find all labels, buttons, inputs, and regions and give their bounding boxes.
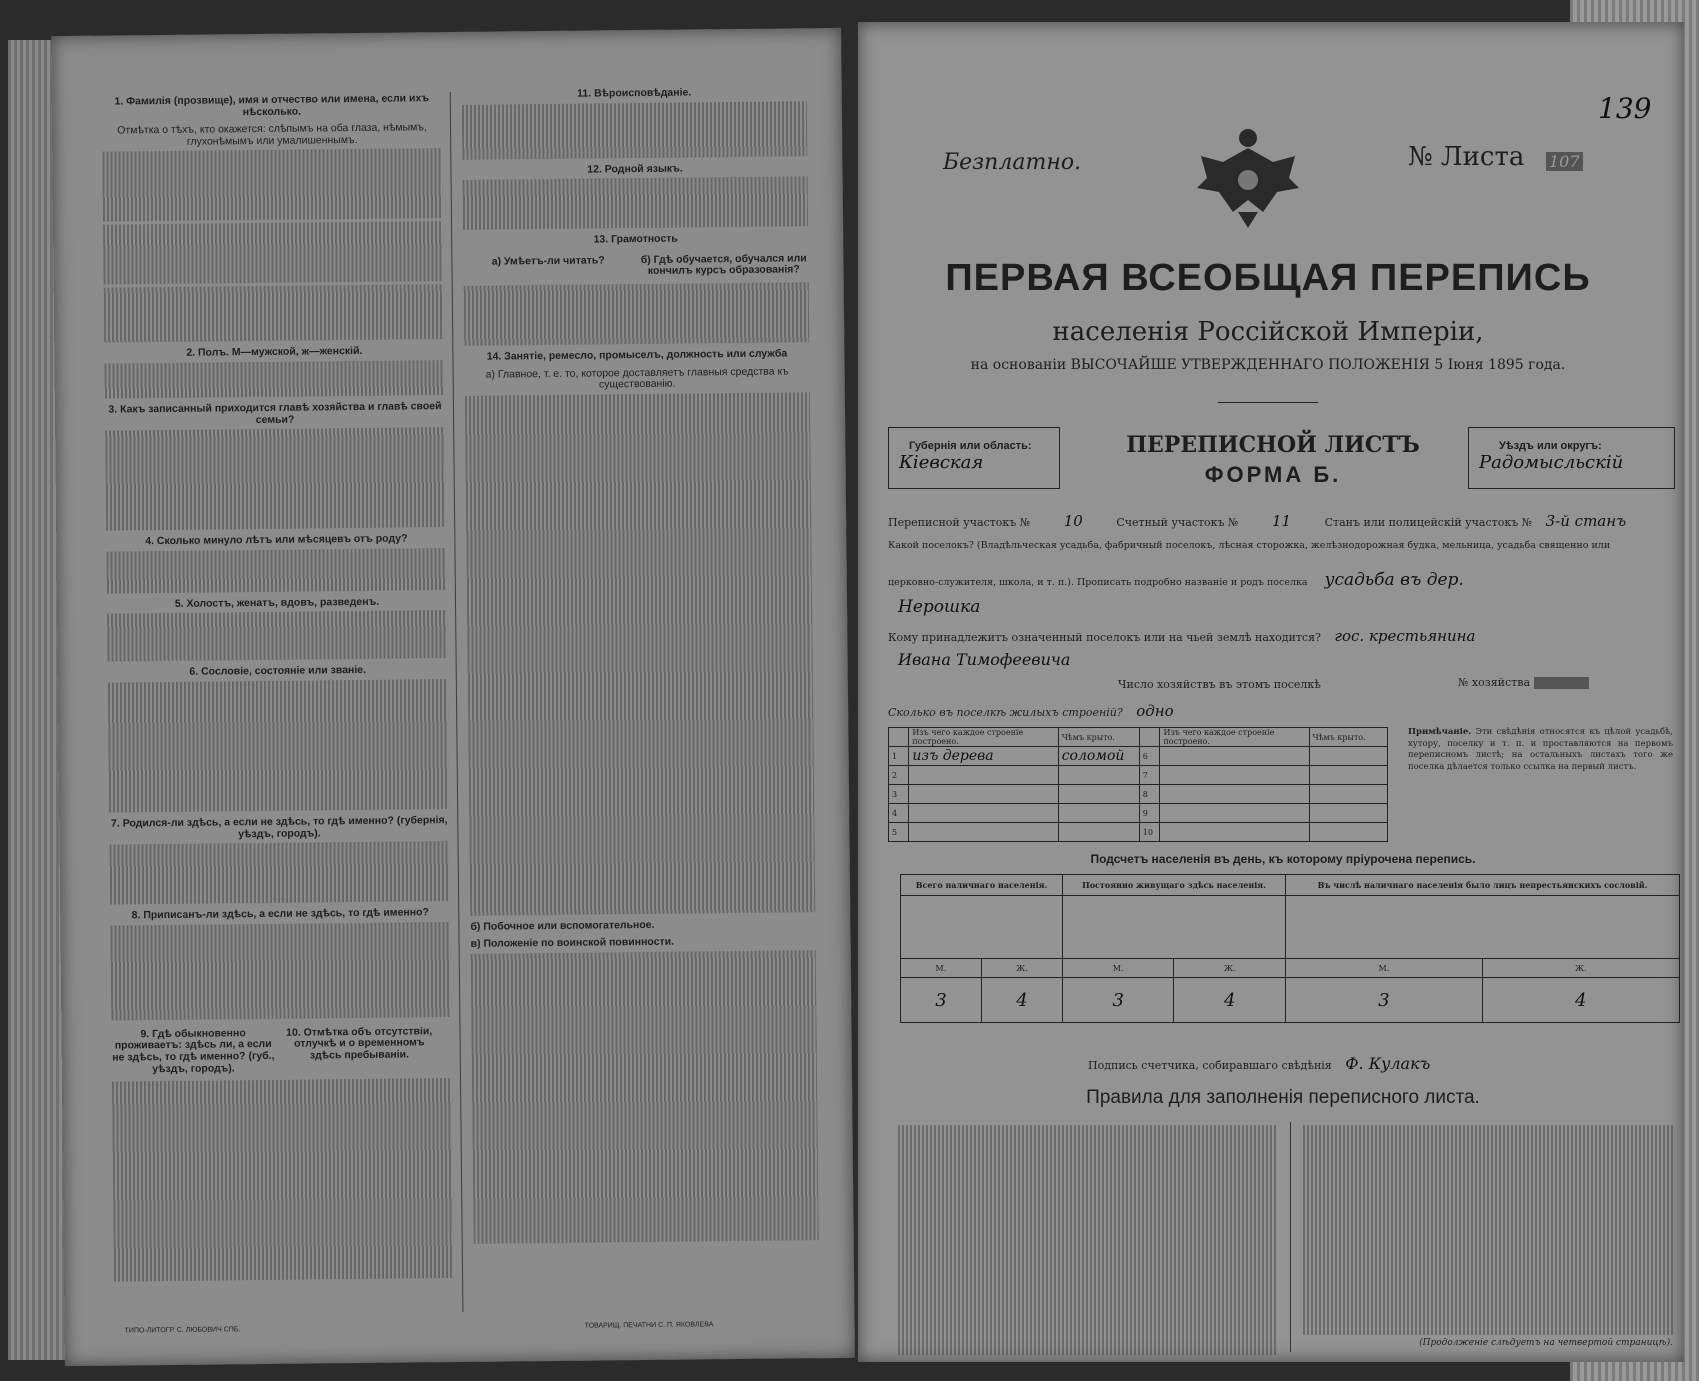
count-f-head: Ж. <box>1482 959 1679 978</box>
section-heading: 13. Грамотность <box>593 232 678 246</box>
count-col-head: Всего наличнаго населенія. <box>901 875 1063 896</box>
line-household-no <box>1458 676 1589 689</box>
gubernia-label: Губернія или область: <box>909 440 1032 452</box>
sheet-label: № Листа <box>1408 142 1525 172</box>
printer-mark-left: ТИПО-ЛИТОГР. С. ЛЮБОВИЧ СПБ. <box>124 1326 241 1335</box>
poselok-continued: Нерошка <box>898 597 981 617</box>
line-label: Счетный участокъ № <box>1116 516 1239 529</box>
section-heading: 1. Фамилія (прозвище), имя и отчество или имена, если ихъ нѣсколько. <box>114 92 430 118</box>
signature-label: Подпись счетчика, собиравшаго свѣдѣнія <box>1088 1059 1332 1072</box>
table-row <box>889 804 1388 823</box>
count-value: 3 <box>1286 978 1483 1023</box>
row-number: 5 <box>889 823 909 842</box>
census-subtitle: населенія Россійской Имперіи, <box>1052 317 1484 347</box>
note-text: Эти свѣдѣнія относятся къ цѣлой усадьбѣ, хутору, поселку и т. п. и проставляются на первомъ переписномъ листѣ; на остальныхъ листахъ того же поселка дѣлается только ссылка на первый листъ. <box>1408 727 1673 772</box>
count-f-head: Ж. <box>981 959 1062 978</box>
count-f-head: Ж. <box>1174 959 1286 978</box>
section-heading: 9. Гдѣ обыкновенно проживаетъ: здѣсь ли, а если не здѣсь, то гдѣ именно? (губ., уѣздъ, городъ). <box>112 1026 275 1075</box>
signature-line <box>1088 1054 1430 1073</box>
row-number: 6 <box>1139 747 1160 766</box>
count-value: 3 <box>1063 978 1174 1023</box>
form-b: ФОРМА Б. <box>1204 462 1342 487</box>
buildings-note <box>1408 727 1673 773</box>
line-poselok: Какой поселокъ? (Владѣльческая усадьба, фабричный поселокъ, лѣсная сторожка, желѣзнодорожная будка, мельница, усадьба священно или <box>888 540 1611 551</box>
count-col-head: Постоянно живущаго здѣсь населенія. <box>1063 875 1286 896</box>
row-number: 7 <box>1139 766 1160 785</box>
section-heading: 4. Сколько минуло лѣтъ или мѣсяцевъ отъ роду? <box>145 532 408 548</box>
section-subheading: Отмѣтка о тѣхъ, кто окажется: слѣпымъ на оба глаза, нѣмымъ, глухонѣмымъ или умалишеннымъ. <box>117 121 427 148</box>
section-heading: в) Положеніе по воинской повинности. <box>470 936 675 951</box>
count-m-head: М. <box>901 959 982 978</box>
line-buildings <box>888 702 1174 720</box>
census-title: ПЕРВАЯ ВСЕОБЩАЯ ПЕРЕПИСЬ <box>945 257 1591 299</box>
line-label: Переписной участокъ № <box>888 516 1031 529</box>
line-label: церковно-служителя, школа, и т. п.). Прописать подробно названіе и родъ поселка <box>888 577 1308 588</box>
building-material: изъ дерева <box>909 747 1058 766</box>
row-number: 8 <box>1139 785 1160 804</box>
count-m-head: М. <box>1063 959 1174 978</box>
section-heading: 10. Отмѣтка объ отсутствіи, отлучкѣ и о временномъ здѣсь пребываніи. <box>286 1024 433 1062</box>
right-page <box>858 22 1684 1362</box>
signature-value: Ф. Кулакъ <box>1345 1054 1431 1073</box>
line-uchastok <box>888 512 1678 530</box>
rules-column-right <box>1303 1122 1673 1350</box>
uezd-box <box>1468 427 1675 489</box>
line-value: 3-й станъ <box>1545 512 1627 530</box>
section-heading: 8. Приписанъ-ли здѣсь, а если не здѣсь, то гдѣ именно? <box>131 906 429 922</box>
line-value: усадьба въ дер. <box>1324 570 1464 590</box>
printer-mark-right: ТОВАРИЩ. ПЕЧАТНИ С. П. ЯКОВЛЕВА <box>584 1321 714 1330</box>
building-roof: соломой <box>1058 747 1139 766</box>
line-owner <box>888 627 1678 645</box>
table-row <box>889 823 1388 842</box>
count-value: 4 <box>1482 978 1679 1023</box>
owner-continued: Ивана Тимофеевича <box>898 650 1071 669</box>
uezd-label: Уѣздъ или округъ: <box>1499 440 1602 452</box>
section-heading: б) Гдѣ обучается, обучался или кончилъ курсъ образованія? <box>640 252 807 278</box>
section-heading: 6. Сословіе, состояніе или званіе. <box>189 664 367 679</box>
count-values-row <box>901 978 1680 1023</box>
section-heading: 5. Холостъ, женатъ, вдовъ, разведенъ. <box>174 595 380 610</box>
row-number: 4 <box>889 804 909 823</box>
count-value: 4 <box>981 978 1062 1023</box>
page-number: 139 <box>1598 92 1652 125</box>
count-value: 3 <box>901 978 982 1023</box>
line-households: Число хозяйствъ въ этомъ поселкѣ <box>1118 678 1321 691</box>
buildings-head: Чѣмъ крыто. <box>1058 728 1139 747</box>
line-label: Сколько въ поселкѣ жилыхъ строеній? <box>888 706 1123 719</box>
section-heading: 3. Какъ записанный приходится главѣ хозяйства и главѣ своей семьи? <box>108 400 442 426</box>
gubernia-box <box>888 427 1060 489</box>
section-heading: 7. Родился-ли здѣсь, а если не здѣсь, то гдѣ именно? (губернія, уѣздъ, городъ). <box>110 814 448 840</box>
rules-title: Правила для заполненія переписного листа. <box>1086 1087 1480 1108</box>
count-table <box>900 874 1680 1023</box>
table-row <box>889 747 1388 766</box>
left-page <box>51 28 855 1366</box>
buildings-head: Изъ чего каждое строеніе построено. <box>1160 728 1309 747</box>
count-m-head: М. <box>1286 959 1483 978</box>
row-number: 3 <box>889 785 909 804</box>
table-row <box>889 785 1388 804</box>
row-number: 2 <box>889 766 909 785</box>
line-label: № хозяйства <box>1458 676 1530 689</box>
line-label: Станъ или полицейскій участокъ № <box>1324 516 1533 529</box>
free-label: Безплатно. <box>943 150 1082 175</box>
buildings-head: Чѣмъ крыто. <box>1309 728 1387 747</box>
census-basis: на основаніи ВЫСОЧАЙШЕ УТВЕРЖДЕННАГО ПОЛОЖЕНІЯ 5 Іюня 1895 года. <box>970 357 1566 373</box>
section-heading: а) Главное, т. е. то, которое доставляетъ главныя средства къ существованію. <box>485 365 789 391</box>
line-value: 11 <box>1271 512 1292 530</box>
continued-note: (Продолженіе слѣдуетъ на четвертой страницѣ). <box>1419 1338 1673 1348</box>
section-heading: 11. Вѣроисповѣданіе. <box>577 86 692 100</box>
rules-column-left <box>898 1122 1278 1358</box>
count-col-head: Въ числѣ наличнаго населенія было лицъ непрестьянскихъ сословій. <box>1286 875 1680 896</box>
row-number: 9 <box>1139 804 1160 823</box>
table-row <box>889 766 1388 785</box>
section-heading: 12. Родной языкъ. <box>587 162 683 176</box>
line-label: Кому принадлежитъ означенный поселокъ или на чьей землѣ находится? <box>888 631 1321 644</box>
section-heading: 14. Занятіе, ремесло, промыселъ, должность или служба <box>486 347 788 363</box>
buildings-table <box>888 727 1388 842</box>
left-column <box>102 87 454 1285</box>
imperial-eagle-icon <box>1193 122 1303 232</box>
row-number: 10 <box>1139 823 1160 842</box>
section-heading: б) Побочное или вспомогательное. <box>470 918 655 933</box>
line-poselok-name <box>888 570 1678 590</box>
form-title: ПЕРЕПИСНОЙ ЛИСТЪ <box>1126 432 1420 458</box>
count-title: Подсчетъ населенія въ день, къ которому пріурочена перепись. <box>1090 852 1476 866</box>
uezd-value: Радомысльскій <box>1479 452 1624 473</box>
note-title: Примѣчаніе. <box>1408 727 1472 737</box>
count-value: 4 <box>1174 978 1286 1023</box>
gubernia-value: Кіевская <box>899 452 984 473</box>
line-value: одно <box>1136 702 1174 720</box>
section-heading: 2. Полъ. М—мужской, ж—женскій. <box>186 345 363 360</box>
line-value: 10 <box>1063 512 1083 530</box>
line-value: гос. крестьянина <box>1334 627 1476 645</box>
section-heading: а) Умѣетъ-ли читать? <box>491 254 605 268</box>
right-column <box>462 80 819 1246</box>
row-number: 1 <box>889 747 909 766</box>
buildings-head: Изъ чего каждое строеніе построено. <box>909 728 1058 747</box>
sheet-number: 107 <box>1546 152 1583 171</box>
